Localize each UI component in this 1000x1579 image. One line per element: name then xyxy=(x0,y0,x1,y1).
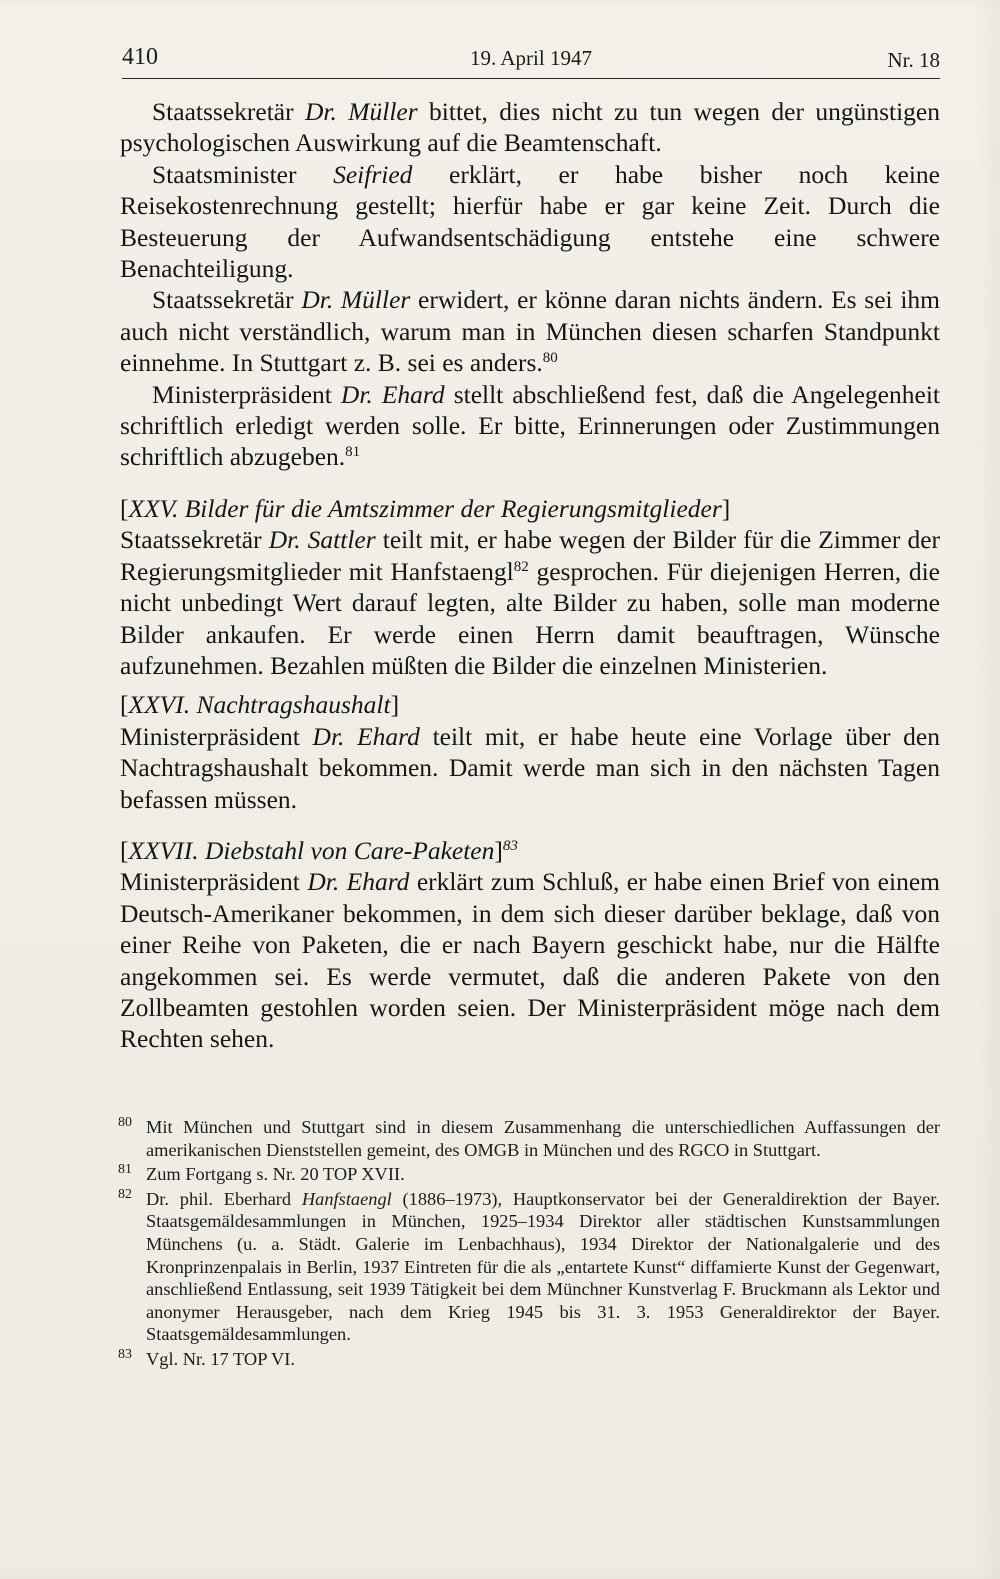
section-title: XXVII. Diebstahl von Care-Paketen xyxy=(128,835,495,865)
footnote-ref: 81 xyxy=(345,444,361,461)
paragraph-text: Ministerpräsident xyxy=(120,867,308,897)
paragraph xyxy=(120,159,940,285)
footnote-ref: 80 xyxy=(542,350,558,367)
footnote-number: 81 xyxy=(118,1162,132,1178)
speaker-name: Dr. Ehard xyxy=(312,721,420,751)
paragraph-text: Staatssekretär xyxy=(152,285,302,315)
header-issue-number: Nr. 18 xyxy=(887,48,940,72)
footnote-text: Vgl. Nr. 17 TOP VI. xyxy=(146,1348,296,1369)
footnote-text: (1886–1973), Hauptkonservator bei der Generaldirektion der Bayer. Staatsgemäldesammlungen in München, 1925–1934 Direktor aller städtischen Kunstsammlungen Münchens (u. a. Städt. Galerie im Lenbachhaus), 1934 Direktor der Nationalgalerie und des Kronprinzenpalais in Berlin, 1937 Eintreten für die als „entartete Kunst“ diffamierte Kunst der Gegenwart, anschließend Entlassung, seit 1939 Tätigkeit bei dem Münchner Kunstverlag F. Bruckmann als Lektor und anonymer Herausgeber, nach dem Krieg 1945 bis 31. 3. 1953 Generaldirektor der Bayer. Staatsgemäldesammlungen. xyxy=(146,1188,940,1345)
paragraph xyxy=(120,379,940,473)
footnote-number: 80 xyxy=(118,1115,132,1130)
paragraph xyxy=(120,866,940,1054)
paragraph-text: erwidert, er könne daran nichts ändern. Es sei ihm auch nicht verständlich, warum man in München diesen scharfen Standpunkt einnehme. In Stuttgart z. B. sei es anders. xyxy=(120,285,941,378)
bracket: [ xyxy=(120,835,129,865)
paragraph-text: Ministerpräsident xyxy=(120,721,313,751)
running-header xyxy=(122,38,940,72)
paragraph-text: teilt mit, er habe wegen der Bilder für die Zimmer der Regierungsmitglieder mit Hanfstaengl xyxy=(120,525,941,586)
paragraph-text: Ministerpräsident xyxy=(152,379,341,409)
header-rule xyxy=(122,78,940,79)
speaker-name: Dr. Müller xyxy=(305,97,418,126)
speaker-name: Dr. Ehard xyxy=(307,867,410,897)
paragraph-text: bittet, dies nicht zu tun wegen der ungünstigen psychologischen Auswirkung auf die Beamtenschaft. xyxy=(120,97,940,158)
section-title: XXV. Bilder für die Amtszimmer der Regierungsmitglieder xyxy=(128,493,722,523)
footnote xyxy=(118,1348,940,1371)
person-name: Hanfstaengl xyxy=(301,1188,392,1209)
header-date: 19. April 1947 xyxy=(470,46,592,70)
section-title: XXVI. Nachtragshaushalt xyxy=(128,690,391,720)
paragraph xyxy=(120,524,940,681)
paragraph-text: stellt abschließend fest, daß die Angelegenheit schriftlich erledigt werden solle. Er bitte, Erinnerungen oder Zustimmungen schriftlich abzugeben. xyxy=(120,379,940,472)
speaker-name: Dr. Ehard xyxy=(340,379,445,409)
footnotes xyxy=(118,1116,940,1373)
bracket: ] xyxy=(721,493,731,523)
bracket: ] xyxy=(390,690,400,720)
footnote-text: Mit München und Stuttgart sind in diesem Zusammenhang die unterschiedlichen Auffassungen der amerikanischen Dienststellen gemeint, des OMGB in München und des RGCO in Stuttgart. xyxy=(146,1117,940,1160)
footnote xyxy=(118,1163,940,1186)
paragraph-text: erklärt, er habe bisher noch keine Reisekostenrechnung gestellt; hierfür habe er gar keine Zeit. Durch die Besteuerung der Aufwandsentschädigung entstehe eine schwere Benachteiligung. xyxy=(120,159,941,284)
paragraph-text: teilt mit, er habe heute eine Vorlage über den Nachtragshaushalt bekommen. Damit werde man sich in den nächsten Tagen befassen müssen. xyxy=(120,721,940,814)
footnote-number: 82 xyxy=(118,1186,132,1202)
footnote-number: 83 xyxy=(118,1346,132,1362)
section-heading-xxv xyxy=(120,493,940,524)
speaker-name: Dr. Sattler xyxy=(268,525,376,555)
section-heading-xxvi xyxy=(120,689,940,720)
paragraph-text: erklärt zum Schluß, er habe einen Brief von einem Deutsch-Amerikaner bekommen, in dem sich dieser darüber beklage, daß von einer Reihe von Paketen, die er nach Bayern geschickt habe, nur die Hälfte angekommen sei. Es werde vermutet, daß die anderen Pakete von den Zollbeamten gestohlen worden seien. Der Ministerpräsident möge nach dem Rechten sehen. xyxy=(120,867,940,1054)
bracket: [ xyxy=(120,493,129,523)
section-heading-xxvii xyxy=(120,835,940,866)
paragraph-text: Staatssekretär xyxy=(120,525,269,555)
paragraph-text: Staatssekretär xyxy=(152,97,305,126)
main-text xyxy=(120,96,940,1055)
paragraph xyxy=(120,284,940,378)
paragraph xyxy=(120,96,940,159)
footnote-text: Dr. phil. Eberhard xyxy=(146,1188,302,1209)
page-number: 410 xyxy=(122,44,158,70)
footnote-text: Zum Fortgang s. Nr. 20 TOP XVII. xyxy=(146,1164,405,1185)
footnote-ref: 83 xyxy=(502,837,518,854)
footnote xyxy=(118,1116,940,1161)
speaker-name: Seifried xyxy=(333,159,413,189)
bracket: ] xyxy=(494,835,503,865)
bracket: [ xyxy=(120,690,129,720)
paragraph-text: gesprochen. Für diejenigen Herren, die nicht unbedingt Wert darauf legten, alte Bilder zu haben, solle man moderne Bilder ankaufen. Er werde einen Herrn damit beauftragen, Wünsche aufzunehmen. Bezahlen müßten die Bilder die einzelnen Ministerien. xyxy=(120,556,940,680)
footnote-ref: 82 xyxy=(513,558,529,575)
footnote xyxy=(118,1188,940,1346)
paragraph-text: Staatsminister xyxy=(152,159,334,189)
paragraph xyxy=(120,721,940,815)
speaker-name: Dr. Müller xyxy=(301,285,411,315)
